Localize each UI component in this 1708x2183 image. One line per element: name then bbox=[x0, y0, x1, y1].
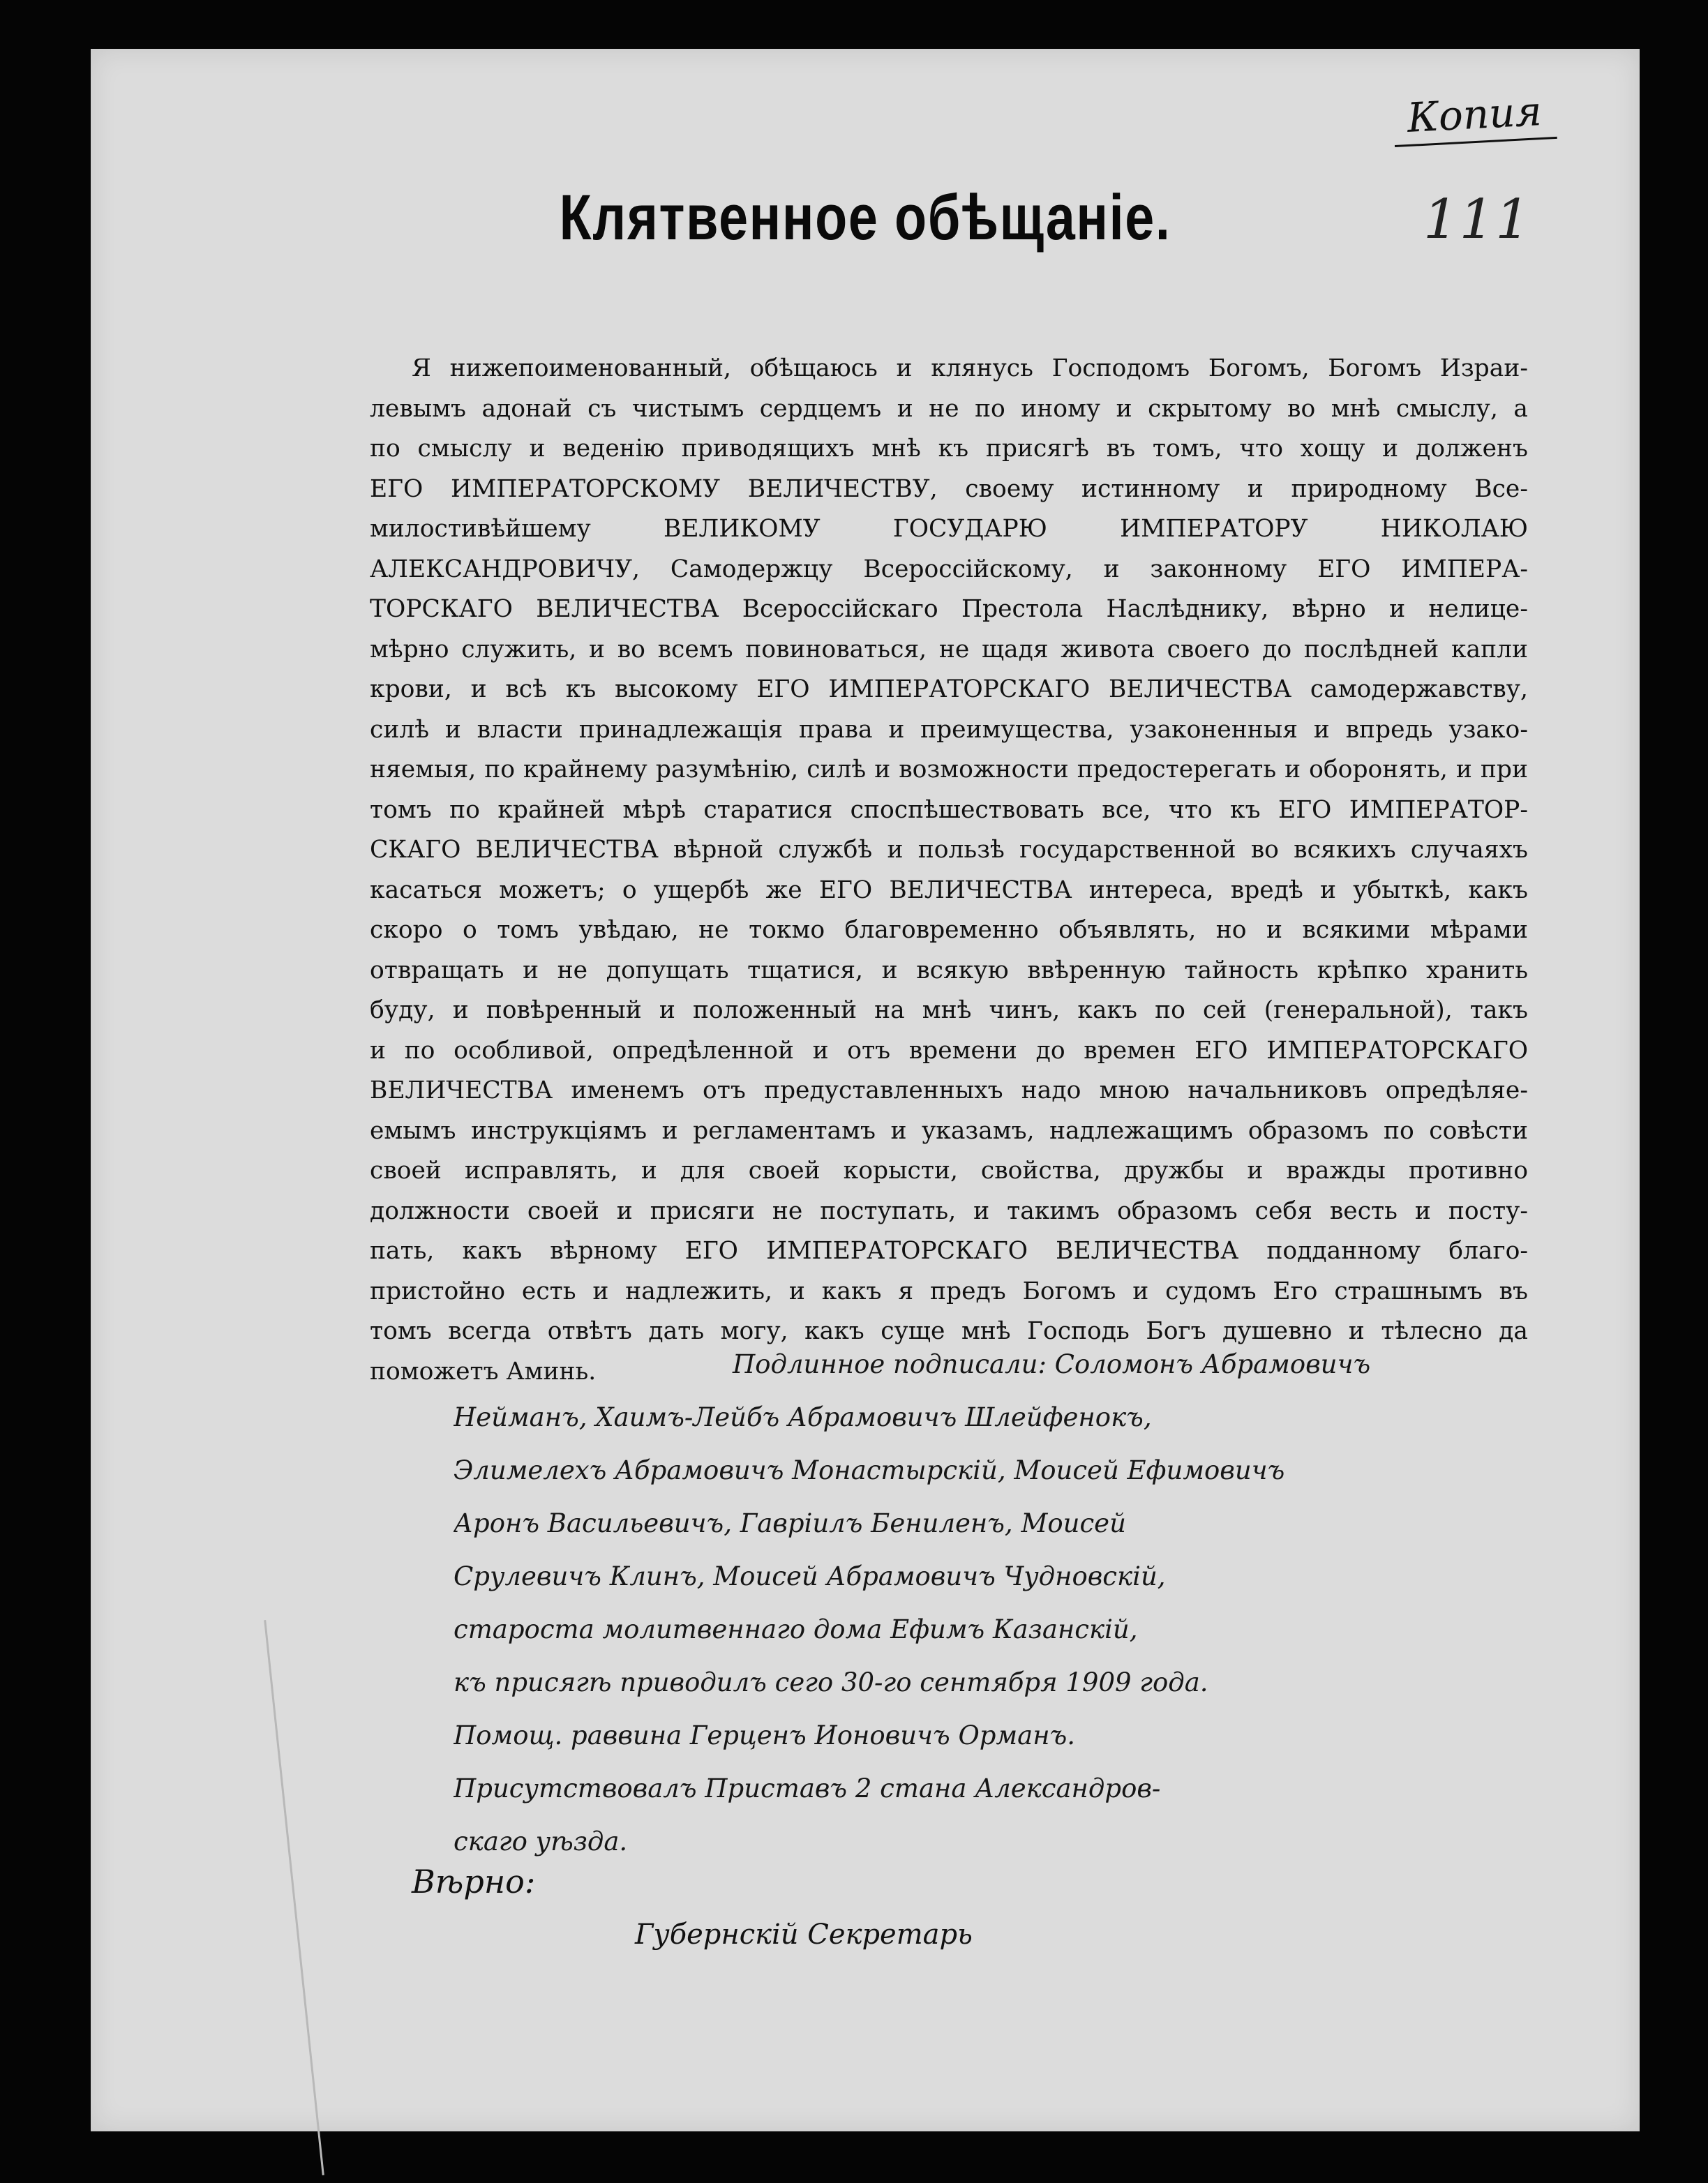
handwritten-line: Срулевичъ Клинъ, Моисей Абрамовичъ Чудновскій, bbox=[454, 1561, 1166, 1591]
oath-line: мѣрно служить, и во всемъ повиноваться, не щадя живота своего до послѣдней капли bbox=[370, 635, 1528, 663]
corner-marks: 111 bbox=[1423, 188, 1531, 251]
handwritten-line: Элимелехъ Абрамовичъ Монастырскій, Моисей Ефимовичъ bbox=[454, 1455, 1285, 1485]
oath-line: ТОРСКАГО ВЕЛИЧЕСТВА Всероссійскаго Престола Наслѣднику, вѣрно и нелице- bbox=[370, 595, 1528, 623]
page-fold-line bbox=[264, 1620, 324, 2175]
corner-note: Копия bbox=[1392, 87, 1557, 147]
handwritten-line: Аронъ Васильевичъ, Гавріилъ Бениленъ, Моисей bbox=[454, 1508, 1126, 1538]
handwritten-line: Помощ. раввина Герценъ Ионовичъ Орманъ. bbox=[454, 1720, 1076, 1750]
handwritten-line: староста молитвеннаго дома Ефимъ Казанскій, bbox=[454, 1614, 1138, 1644]
oath-line: левымъ адонай съ чистымъ сердцемъ и не по иному и скрытому во мнѣ смыслу, а bbox=[370, 394, 1528, 423]
oath-line: и по особливой, опредѣленной и отъ времени до времен ЕГО ИМПЕРАТОРСКАГО bbox=[370, 1036, 1528, 1065]
oath-line: Я нижепоименованный, обѣщаюсь и клянусь Господомъ Богомъ, Богомъ Израи- bbox=[412, 354, 1528, 382]
oath-line: поможетъ Аминь. bbox=[370, 1357, 597, 1386]
oath-line: ЕГО ИМПЕРАТОРСКОМУ ВЕЛИЧЕСТВУ, своему истинному и природному Все- bbox=[370, 474, 1528, 503]
oath-line: емымъ инструкціямъ и регламентамъ и указамъ, надлежащимъ образомъ по совѣсти bbox=[370, 1116, 1528, 1145]
oath-line: АЛЕКСАНДРОВИЧУ, Самодержцу Всероссійскому, и законному ЕГО ИМПЕРА- bbox=[370, 555, 1528, 583]
certification-mark: Вѣрно: bbox=[412, 1863, 536, 1900]
handwritten-line: Нейманъ, Хаимъ-Лейбъ Абрамовичъ Шлейфенокъ, bbox=[454, 1402, 1152, 1432]
oath-line: крови, и всѣ къ высокому ЕГО ИМПЕРАТОРСКАГО ВЕЛИЧЕСТВА самодержавству, bbox=[370, 675, 1528, 703]
oath-line: пать, какъ вѣрному ЕГО ИМПЕРАТОРСКАГО ВЕЛИЧЕСТВА подданному благо- bbox=[370, 1237, 1528, 1265]
oath-line: по смыслу и веденію приводящихъ мнѣ къ присягѣ въ томъ, что хощу и долженъ bbox=[370, 435, 1528, 463]
oath-line: своей исправлять, и для своей корысти, свойства, дружбы и вражды противно bbox=[370, 1157, 1528, 1185]
oath-line: буду, и повѣренный и положенный на мнѣ чинъ, какъ по сей (генеральной), такъ bbox=[370, 996, 1528, 1024]
oath-line: скоро о томъ увѣдаю, не токмо благовременно объявлять, но и всякими мѣрами bbox=[370, 916, 1528, 944]
oath-line: отвращать и не допущать тщатися, и всякую ввѣренную тайность крѣпко хранить bbox=[370, 956, 1528, 984]
oath-line: силѣ и власти принадлежащія права и преимущества, узаконенныя и впредь узако- bbox=[370, 715, 1528, 744]
handwritten-line: Подлинное подписали: Соломонъ Абрамовичъ bbox=[733, 1349, 1371, 1379]
handwritten-line: скаго уѣзда. bbox=[454, 1826, 628, 1856]
oath-line: милостивѣйшему ВЕЛИКОМУ ГОСУДАРЮ ИМПЕРАТОРУ НИКОЛАЮ bbox=[370, 515, 1528, 543]
oath-line: томъ всегда отвѣтъ дать могу, какъ суще мнѣ Господь Богъ душевно и тѣлесно да bbox=[370, 1317, 1528, 1345]
oath-text bbox=[370, 349, 1528, 1392]
oath-line: должности своей и присяги не поступать, и такимъ образомъ себя весть и посту- bbox=[370, 1196, 1528, 1225]
document-title: Клятвенное обѣщаніе. bbox=[559, 182, 1171, 253]
oath-line: няемыя, по крайнему разумѣнію, силѣ и возможности предостерегать и оборонять, и при bbox=[370, 756, 1528, 783]
handwritten-line: Присутствовалъ Приставъ 2 стана Александров- bbox=[454, 1773, 1161, 1803]
oath-line: касаться можетъ; о ущербѣ же ЕГО ВЕЛИЧЕСТВА интереса, вредѣ и убыткѣ, какъ bbox=[370, 876, 1528, 904]
oath-line: пристойно есть и надлежить, и какъ я предъ Богомъ и судомъ Его страшнымъ въ bbox=[370, 1277, 1528, 1305]
document-page bbox=[91, 49, 1640, 2131]
secretary-signature: Губернскій Секретарь bbox=[635, 1919, 973, 1951]
oath-line: СКАГО ВЕЛИЧЕСТВА вѣрной службѣ и пользѣ государственной во всякихъ случаяхъ bbox=[370, 836, 1528, 864]
oath-line: ВЕЛИЧЕСТВА именемъ отъ предуставленныхъ надо мною начальниковъ опредѣляе- bbox=[370, 1077, 1528, 1104]
handwritten-line: къ присягѣ приводилъ сего 30-го сентября 1909 года. bbox=[454, 1667, 1208, 1697]
handwritten-signatures bbox=[454, 1338, 1695, 1868]
oath-line: томъ по крайней мѣрѣ старатися споспѣшествовать все, что къ ЕГО ИМПЕРАТОР- bbox=[370, 795, 1528, 824]
